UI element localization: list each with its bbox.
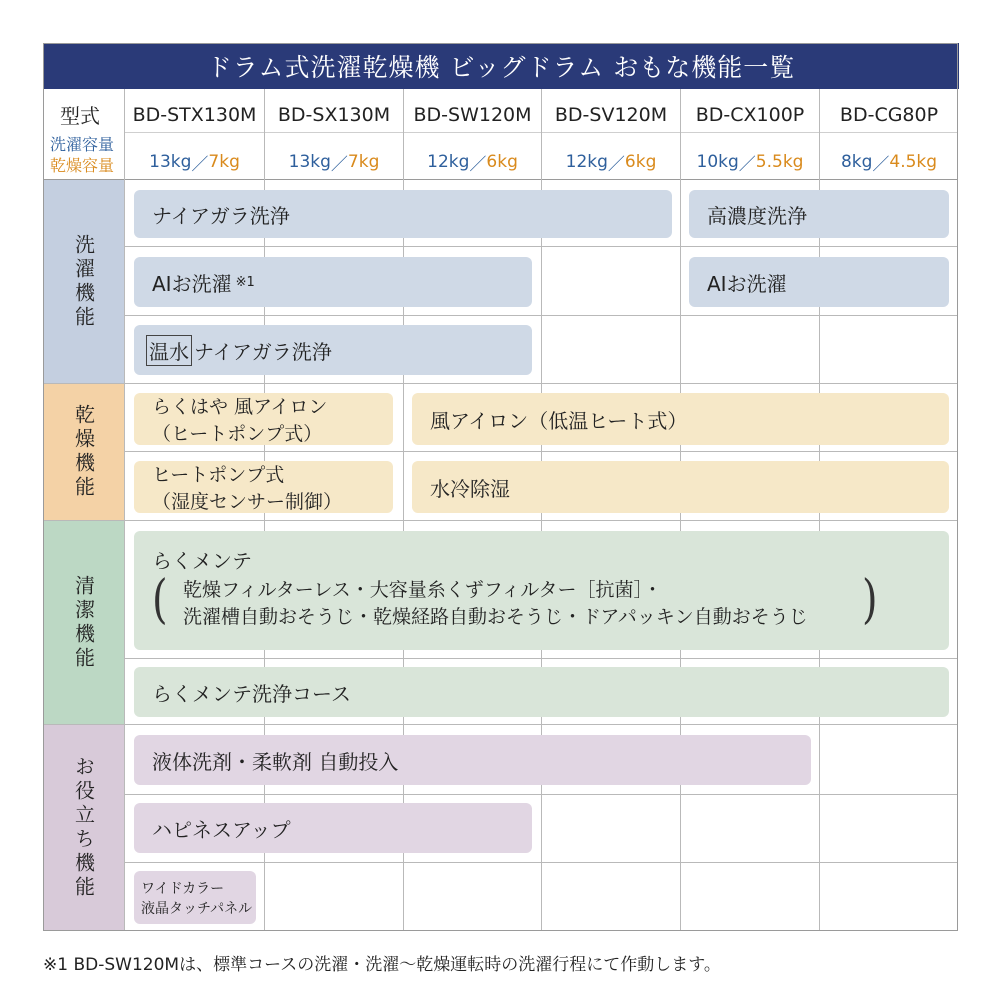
grid-line — [43, 520, 958, 521]
capacity: 12kg ／ 6kg — [427, 152, 518, 175]
grid-line — [43, 724, 958, 725]
raku-mente-detail-line: 洗濯槽自動おそうじ・乾燥経路自動おそうじ・ドアパッキン自動おそうじ — [183, 606, 808, 628]
model-name: BD-CG80P — [839, 104, 939, 126]
bracket-right: ) — [862, 570, 878, 630]
model-name: BD-STX130M — [132, 104, 257, 126]
feature-happiness-up: ハピネスアップ — [134, 803, 532, 853]
capacity: 13kg ／ 7kg — [149, 152, 240, 175]
model-name: BD-SW120M — [413, 104, 532, 126]
model-name: BD-SX130M — [277, 104, 391, 126]
feature-wide-color-panel: ワイドカラー 液晶タッチパネル — [134, 871, 256, 924]
feature-heatpump: ヒートポンプ式 （湿度センサー制御） — [134, 461, 393, 513]
dry-capacity-label: 乾燥容量 — [50, 156, 115, 175]
feature-rakuhaya-iron: らくはや 風アイロン （ヒートポンプ式） — [134, 393, 393, 445]
grid-line — [43, 179, 958, 180]
model-name: BD-CX100P — [695, 104, 805, 126]
capacity: 13kg ／ 7kg — [288, 152, 380, 175]
feature-niagara: ナイアガラ洗浄 — [134, 190, 672, 238]
feature-kaze-iron: 風アイロン（低温ヒート式） — [412, 393, 949, 445]
feature-warm-niagara: 温水 ナイアガラ洗浄 — [134, 325, 532, 375]
grid-line — [124, 89, 125, 931]
capacity: 10kg ／ 5.5kg — [696, 152, 804, 175]
category-dry: 乾燥機能 — [44, 384, 124, 520]
model-name: BD-SV120M — [554, 104, 668, 126]
category-useful: お役立ち機能 — [44, 725, 124, 930]
capacity: 12kg ／ 6kg — [565, 152, 657, 175]
wash-capacity-label: 洗濯容量 — [50, 135, 115, 154]
capacity: 8kg ／ 4.5kg — [840, 152, 938, 175]
feature-water-cooling: 水冷除湿 — [412, 461, 949, 513]
feature-auto-detergent: 液体洗剤・柔軟剤 自動投入 — [134, 735, 811, 785]
feature-high-concentration: 高濃度洗浄 — [689, 190, 949, 238]
table-title: ドラム式洗濯乾燥機 ビッグドラム おもな機能一覧 — [43, 43, 959, 89]
feature-raku-mente: らくメンテ — [134, 531, 949, 650]
footnote: ※1 BD-SW120Mは、標準コースの洗濯・洗濯～乾燥運転時の洗濯行程にて作動します。 — [43, 955, 721, 975]
raku-mente-detail — [183, 577, 808, 631]
grid-line — [43, 383, 958, 384]
warm-water-tag: 温水 — [146, 335, 192, 366]
feature-ai-wash: AIお洗濯 — [689, 257, 949, 307]
category-clean: 清潔機能 — [44, 521, 124, 724]
category-wash: 洗濯機能 — [44, 180, 124, 383]
feature-ai-wash: AIお洗濯 ※1 — [134, 257, 532, 307]
raku-mente-detail-line: 乾燥フィルターレス・大容量糸くずフィルター［抗菌］・ — [183, 579, 662, 601]
model-label: 型式 — [60, 104, 100, 128]
feature-raku-mente-course: らくメンテ洗浄コース — [134, 667, 949, 717]
bracket-left: ( — [152, 570, 168, 630]
